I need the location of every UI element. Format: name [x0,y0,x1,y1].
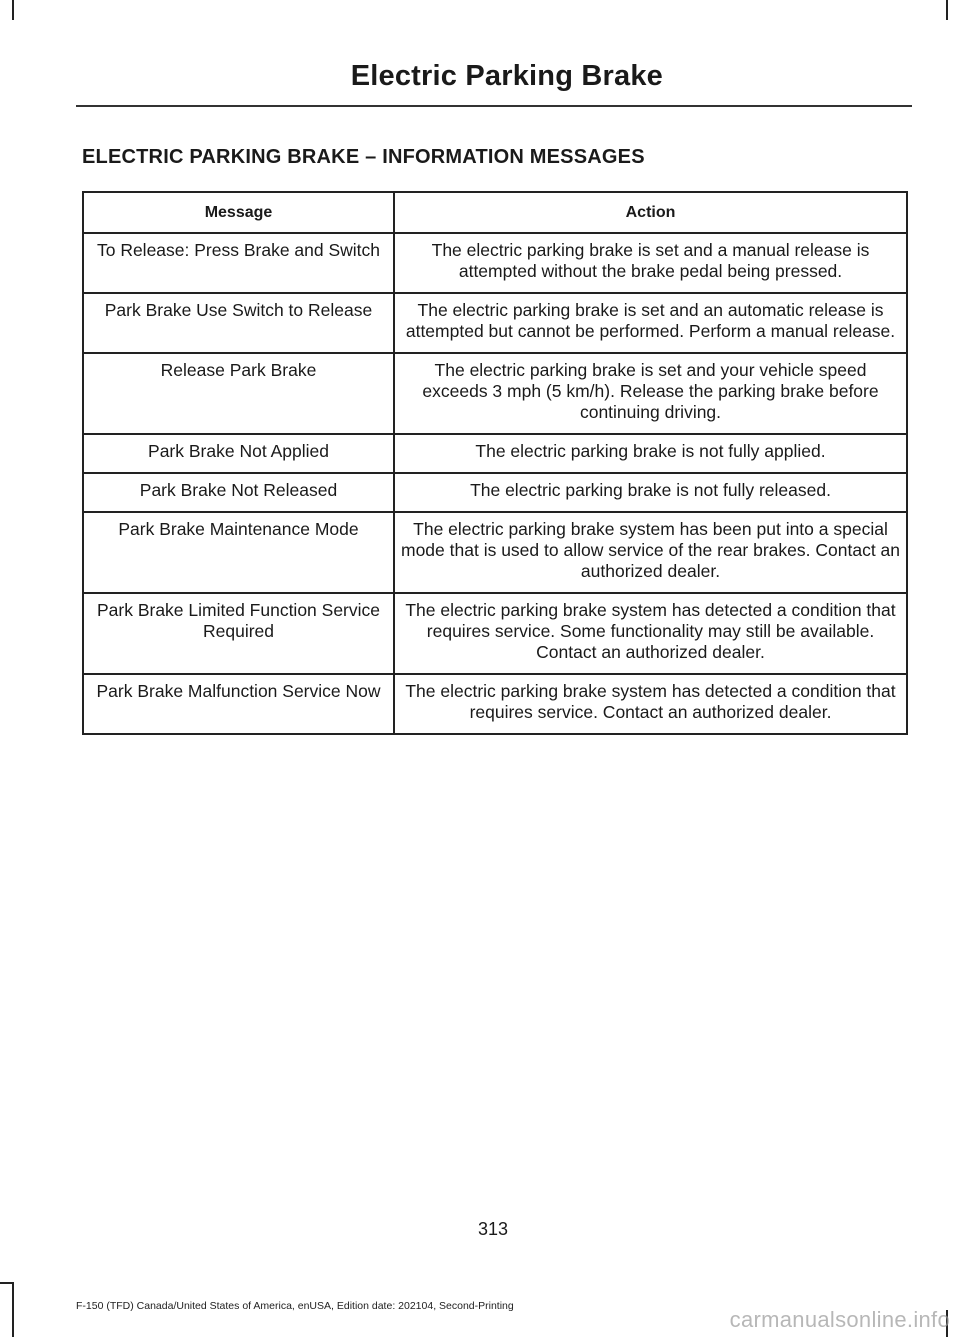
watermark: carmanualsonline.info [729,1307,950,1332]
table-header-row [83,192,907,233]
page-header-title: Electric Parking Brake [350,60,663,92]
table-row [83,593,907,674]
message-cell: Park Brake Not Released [83,473,394,512]
action-cell: The electric parking brake system has detected a condition that requires service. Some functionality may still be available. Contact an authorized dealer. [394,593,907,674]
column-header-action: Action [394,192,907,233]
table-row [83,233,907,293]
action-cell: The electric parking brake is not fully released. [394,473,907,512]
edition-footer: F-150 (TFD) Canada/United States of America, enUSA, Edition date: 202104, Second-Printing [76,1300,514,1312]
header-divider [76,105,912,107]
table-row [83,353,907,434]
crop-mark-bottom-left-vertical [12,1282,14,1337]
action-cell: The electric parking brake system has detected a condition that requires service. Contact an authorized dealer. [394,674,907,734]
column-header-message: Message [83,192,394,233]
page-number: 313 [477,1219,509,1239]
action-cell: The electric parking brake is set and your vehicle speed exceeds 3 mph (5 km/h). Release the parking brake before continuing driving. [394,353,907,434]
action-cell: The electric parking brake is not fully applied. [394,434,907,473]
message-cell: Park Brake Limited Function Service Required [83,593,394,674]
crop-mark-top-right-vertical [946,0,948,20]
message-cell: Release Park Brake [83,353,394,434]
table-row [83,473,907,512]
section-heading: ELECTRIC PARKING BRAKE – INFORMATION MESSAGES [82,146,645,168]
action-cell: The electric parking brake is set and a manual release is attempted without the brake pedal being pressed. [394,233,907,293]
action-cell: The electric parking brake is set and an automatic release is attempted but cannot be performed. Perform a manual release. [394,293,907,353]
message-cell: Park Brake Malfunction Service Now [83,674,394,734]
table-row [83,512,907,593]
table-row [83,434,907,473]
message-cell: Park Brake Maintenance Mode [83,512,394,593]
action-cell: The electric parking brake system has been put into a special mode that is used to allow service of the rear brakes. Contact an authorized dealer. [394,512,907,593]
message-cell: Park Brake Use Switch to Release [83,293,394,353]
crop-mark-bottom-left-horizontal [0,1282,14,1284]
table-row [83,293,907,353]
message-cell: To Release: Press Brake and Switch [83,233,394,293]
message-cell: Park Brake Not Applied [83,434,394,473]
crop-mark-top-left-vertical [12,0,14,20]
information-messages-table [82,191,908,735]
table-row [83,674,907,734]
